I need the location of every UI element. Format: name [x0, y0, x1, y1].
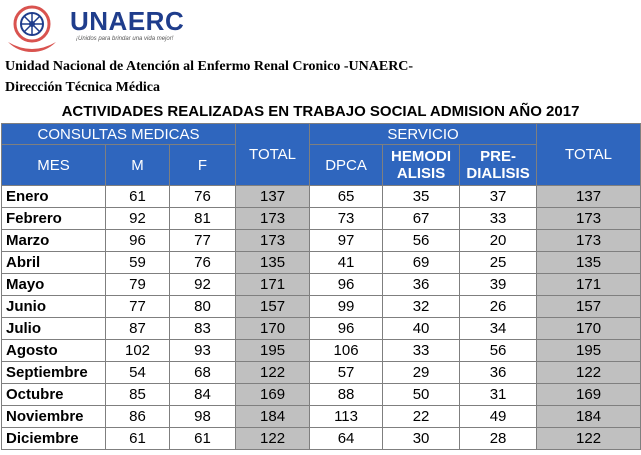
cell-month: Mayo [2, 274, 106, 296]
cell-total: 195 [236, 340, 310, 362]
cell-hemodialisis: 50 [383, 384, 460, 406]
brand-tagline: ¡Unidos para brindar una vida mejor! [76, 36, 174, 42]
cell-dpca: 41 [310, 252, 383, 274]
cell-f: 81 [170, 208, 236, 230]
table-row [2, 296, 641, 318]
org-name: Unidad Nacional de Atención al Enfermo Renal Cronico -UNAERC- [5, 59, 414, 74]
cell-dpca: 99 [310, 296, 383, 318]
cell-total: 122 [236, 362, 310, 384]
cell-predialisis: 36 [460, 362, 537, 384]
cell-m: 54 [106, 362, 170, 384]
cell-hemodialisis: 40 [383, 318, 460, 340]
activities-table [1, 123, 641, 450]
table-row [2, 318, 641, 340]
col-header-f: F [170, 145, 236, 186]
cell-f: 77 [170, 230, 236, 252]
cell-total-servicio: 195 [537, 340, 641, 362]
cell-month: Enero [2, 186, 106, 208]
cell-month: Diciembre [2, 428, 106, 450]
cell-m: 87 [106, 318, 170, 340]
org-department: Dirección Técnica Médica [5, 80, 160, 95]
cell-month: Agosto [2, 340, 106, 362]
cell-total: 169 [236, 384, 310, 406]
cell-dpca: 96 [310, 318, 383, 340]
cell-total-servicio: 137 [537, 186, 641, 208]
cell-predialisis: 33 [460, 208, 537, 230]
cell-total: 173 [236, 230, 310, 252]
cell-f: 92 [170, 274, 236, 296]
cell-total: 122 [236, 428, 310, 450]
cell-m: 61 [106, 186, 170, 208]
cell-hemodialisis: 32 [383, 296, 460, 318]
cell-dpca: 96 [310, 274, 383, 296]
cell-dpca: 65 [310, 186, 383, 208]
cell-hemodialisis: 69 [383, 252, 460, 274]
col-header-hemodialisis: HEMODI ALISIS [383, 145, 460, 186]
cell-total: 170 [236, 318, 310, 340]
cell-predialisis: 39 [460, 274, 537, 296]
cell-total-servicio: 122 [537, 362, 641, 384]
cell-m: 59 [106, 252, 170, 274]
cell-m: 85 [106, 384, 170, 406]
cell-m: 79 [106, 274, 170, 296]
cell-hemodialisis: 22 [383, 406, 460, 428]
cell-month: Noviembre [2, 406, 106, 428]
table-row [2, 230, 641, 252]
cell-dpca: 106 [310, 340, 383, 362]
cell-m: 102 [106, 340, 170, 362]
cell-hemodialisis: 35 [383, 186, 460, 208]
cell-m: 96 [106, 230, 170, 252]
cell-dpca: 73 [310, 208, 383, 230]
cell-total: 173 [236, 208, 310, 230]
table-body [2, 186, 641, 450]
cell-predialisis: 56 [460, 340, 537, 362]
cell-hemodialisis: 56 [383, 230, 460, 252]
cell-month: Julio [2, 318, 106, 340]
cell-f: 93 [170, 340, 236, 362]
cell-m: 77 [106, 296, 170, 318]
table-row [2, 406, 641, 428]
cell-predialisis: 37 [460, 186, 537, 208]
cell-m: 86 [106, 406, 170, 428]
cell-total-servicio: 169 [537, 384, 641, 406]
cell-total-servicio: 170 [537, 318, 641, 340]
cell-total: 135 [236, 252, 310, 274]
cell-f: 76 [170, 252, 236, 274]
col-header-predialisis: PRE- DIALISIS [460, 145, 537, 186]
cell-m: 92 [106, 208, 170, 230]
cell-predialisis: 25 [460, 252, 537, 274]
cell-f: 61 [170, 428, 236, 450]
cell-total-servicio: 157 [537, 296, 641, 318]
group-header-servicio: SERVICIO [310, 124, 537, 145]
cell-month: Octubre [2, 384, 106, 406]
cell-f: 83 [170, 318, 236, 340]
cell-month: Abril [2, 252, 106, 274]
cell-month: Febrero [2, 208, 106, 230]
cell-predialisis: 49 [460, 406, 537, 428]
cell-total-servicio: 173 [537, 208, 641, 230]
brand-name: UNAERC [70, 6, 185, 36]
cell-predialisis: 31 [460, 384, 537, 406]
cell-total: 137 [236, 186, 310, 208]
table-row [2, 362, 641, 384]
group-header-consultas: CONSULTAS MEDICAS [2, 124, 236, 145]
cell-total-servicio: 135 [537, 252, 641, 274]
col-header-total-servicio: TOTAL [537, 124, 641, 186]
cell-hemodialisis: 29 [383, 362, 460, 384]
cell-f: 84 [170, 384, 236, 406]
report-title: ACTIVIDADES REALIZADAS EN TRABAJO SOCIAL ADMISION AÑO 2017 [61, 103, 580, 120]
table-row [2, 274, 641, 296]
cell-dpca: 97 [310, 230, 383, 252]
cell-dpca: 57 [310, 362, 383, 384]
table-row [2, 186, 641, 208]
cell-m: 61 [106, 428, 170, 450]
cell-month: Septiembre [2, 362, 106, 384]
cell-hemodialisis: 36 [383, 274, 460, 296]
col-header-mes: MES [2, 145, 106, 186]
cell-f: 68 [170, 362, 236, 384]
cell-predialisis: 34 [460, 318, 537, 340]
table-row [2, 340, 641, 362]
cell-total-servicio: 173 [537, 230, 641, 252]
cell-month: Junio [2, 296, 106, 318]
unaerc-logo-icon [2, 2, 62, 56]
cell-predialisis: 20 [460, 230, 537, 252]
cell-total-servicio: 184 [537, 406, 641, 428]
cell-dpca: 64 [310, 428, 383, 450]
cell-predialisis: 28 [460, 428, 537, 450]
cell-total: 157 [236, 296, 310, 318]
cell-total: 171 [236, 274, 310, 296]
cell-f: 98 [170, 406, 236, 428]
cell-total-servicio: 171 [537, 274, 641, 296]
col-header-dpca: DPCA [310, 145, 383, 186]
cell-hemodialisis: 30 [383, 428, 460, 450]
cell-month: Marzo [2, 230, 106, 252]
cell-f: 80 [170, 296, 236, 318]
cell-dpca: 88 [310, 384, 383, 406]
table-row [2, 208, 641, 230]
col-header-total: TOTAL [236, 124, 310, 186]
cell-predialisis: 26 [460, 296, 537, 318]
cell-f: 76 [170, 186, 236, 208]
table-row [2, 428, 641, 450]
cell-hemodialisis: 33 [383, 340, 460, 362]
cell-dpca: 113 [310, 406, 383, 428]
cell-total: 184 [236, 406, 310, 428]
col-header-m: M [106, 145, 170, 186]
cell-hemodialisis: 67 [383, 208, 460, 230]
table-row [2, 384, 641, 406]
cell-total-servicio: 122 [537, 428, 641, 450]
table-row [2, 252, 641, 274]
